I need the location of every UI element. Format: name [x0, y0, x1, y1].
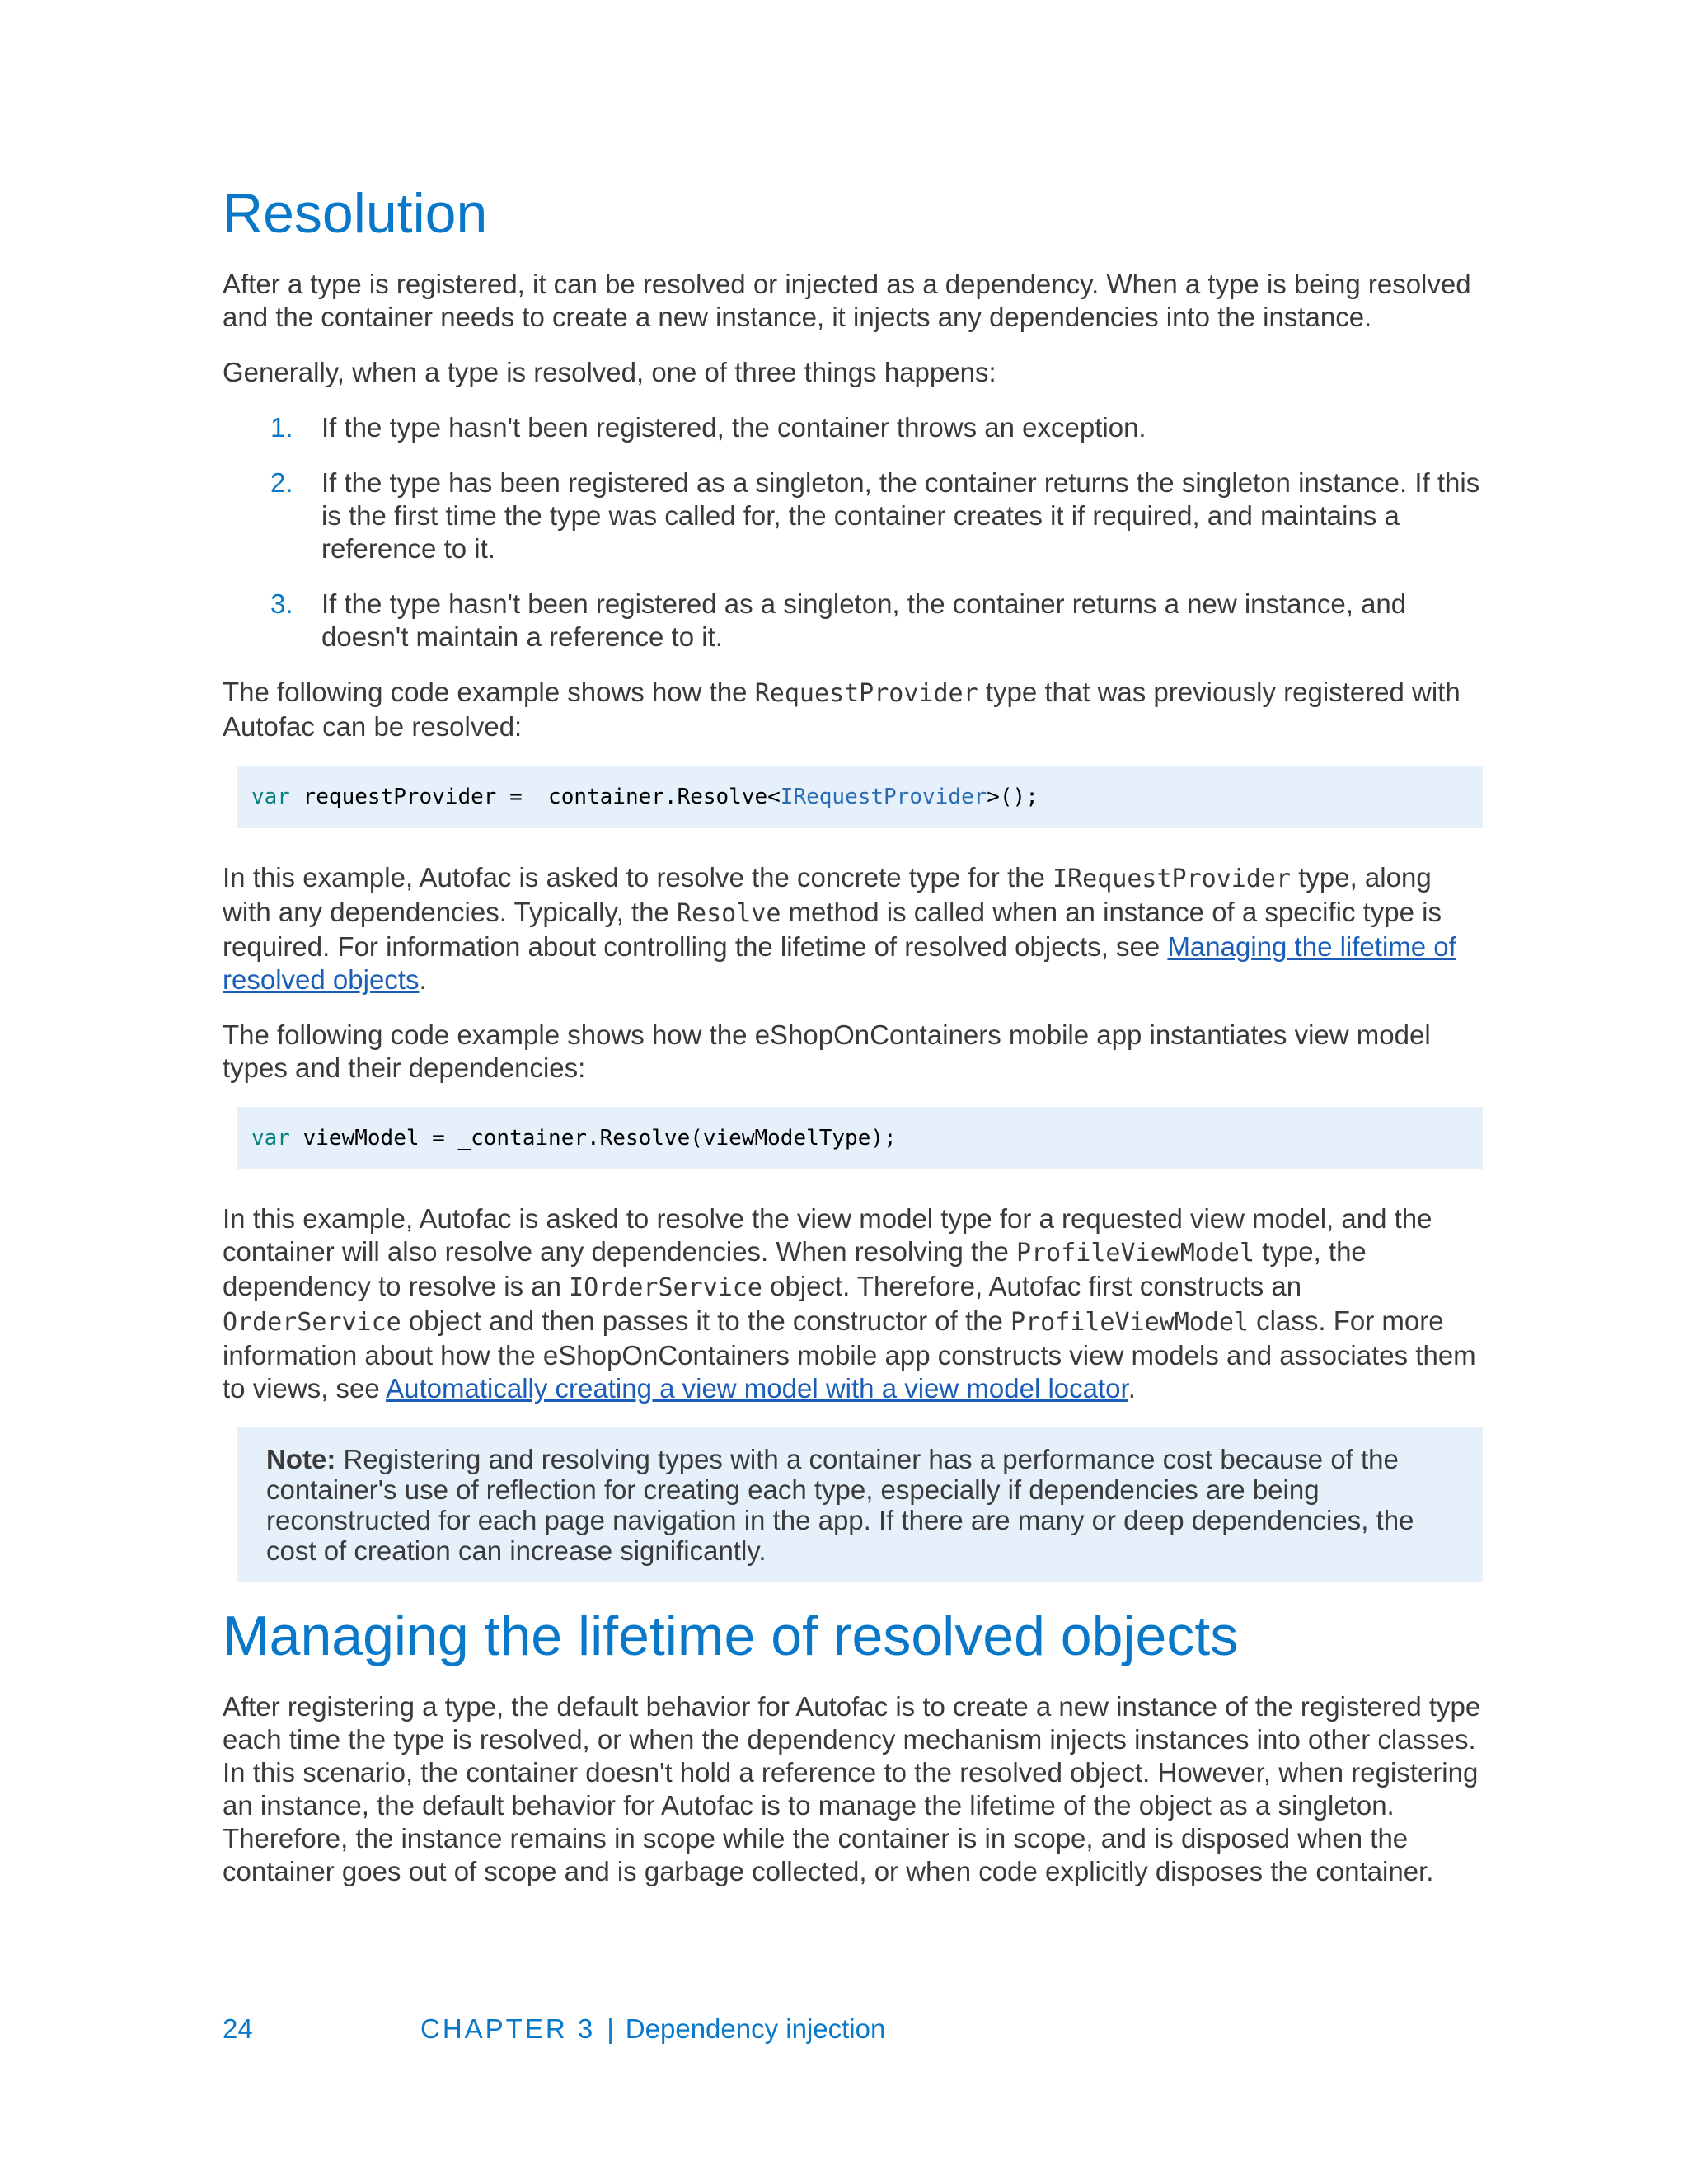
paragraph [223, 861, 1484, 996]
note-text: Registering and resolving types with a container has a performance cost because of the container's use of reflection for creating each type, especially if dependencies are being reconstructed for each page navigation in the app. If there are many or deep dependencies, the cost of creation can increase significantly. [266, 1443, 1414, 1566]
code-type: IRequestProvider [780, 784, 987, 809]
chapter-title: Dependency injection [625, 2013, 886, 2044]
list-number: 3. [270, 588, 293, 619]
section-heading-resolution: Resolution [223, 182, 488, 245]
section-heading-managing-lifetime: Managing the lifetime of resolved objects [223, 1604, 1239, 1667]
inline-code: IOrderService [569, 1272, 762, 1302]
chapter-label: CHAPTER 3 [420, 2013, 596, 2044]
list-item-text: If the type hasn't been registered as a singleton, the container returns a new instance, and doesn't maintain a reference to it. [321, 588, 1407, 652]
text-run: object and then passes it to the constructor of the [401, 1305, 1011, 1336]
text-run: type that was previously registered with Autofac can be resolved: [223, 676, 1461, 742]
note-callout [237, 1427, 1483, 1582]
paragraph [223, 676, 1484, 743]
list-item-text: If the type has been registered as a singleton, the container returns the singleton instance. If this is the first time the type was called for, the container creates it if required, and maintains a reference to it. [321, 466, 1480, 564]
inline-code: RequestProvider [754, 678, 978, 708]
inline-code: OrderService [223, 1307, 401, 1337]
note-label: Note: [266, 1443, 336, 1474]
inline-code: ProfileViewModel [1010, 1307, 1250, 1337]
inline-code: IRequestProvider [1053, 864, 1292, 893]
text-run: In this example, Autofac is asked to resolve the concrete type for the [223, 861, 1053, 893]
paragraph [223, 1202, 1484, 1405]
text-run: In this example, Autofac is asked to resolve the view model type for a requested view model, and the container will also resolve any dependencies. When resolving the [223, 1202, 1432, 1267]
link-managing-lifetime[interactable]: Managing the lifetime of resolved objects [223, 930, 1456, 995]
code-text: requestProvider = _container.Resolve< [289, 784, 781, 809]
inline-code: ProfileViewModel [1016, 1238, 1255, 1268]
paragraph: After a type is registered, it can be resolved or injected as a dependency. When a type is being resolved and the container needs to create a new instance, it injects any dependencies into the instance. [223, 268, 1471, 332]
page-footer [223, 2013, 885, 2045]
numbered-list [223, 411, 1484, 654]
text-run: The following code example shows how the [223, 676, 755, 707]
list-item [223, 588, 1484, 654]
text-run: class. For more information about how the eShopOnContainers mobile app constructs view models and associates them to views, see [223, 1305, 1476, 1404]
paragraph: Generally, when a type is resolved, one of three things happens: [223, 356, 996, 387]
inline-code: Resolve [676, 898, 781, 928]
page-number: 24 [223, 2013, 253, 2044]
footer-separator: | [607, 2013, 614, 2044]
text-run: method is called when an instance of a specific type is required. For information about controlling the lifetime of resolved objects, see [223, 896, 1442, 962]
paragraph: The following code example shows how the eShopOnContainers mobile app instantiates view model types and their dependencies: [223, 1019, 1431, 1083]
code-keyword: var [251, 784, 290, 809]
list-number: 1. [270, 411, 293, 443]
list-item [223, 466, 1484, 565]
text-run: . [1128, 1372, 1136, 1404]
code-block-resolve-request-provider [237, 766, 1483, 828]
code-text: viewModel = _container.Resolve(viewModelType); [289, 1125, 897, 1151]
code-keyword: var [251, 1125, 290, 1151]
text-run: type, the dependency to resolve is an [223, 1235, 1367, 1301]
list-item [223, 411, 1484, 444]
text-run: object. Therefore, Autofac first constructs an [762, 1270, 1302, 1301]
text-run: . [419, 963, 427, 995]
paragraph: After registering a type, the default behavior for Autofac is to create a new instance of the registered type each time the type is resolved, or when the dependency mechanism injects instances into other classes. In this scenario, the container doesn't hold a reference to the resolved object. However, when registering an instance, the default behavior for Autofac is to manage the lifetime of the object as a singleton. Therefore, the instance remains in scope while the container is in scope, and is disposed when the container goes out of scope and is garbage collected, or when code explicitly disposes the container. [223, 1690, 1481, 1886]
list-item-text: If the type hasn't been registered, the container throws an exception. [321, 411, 1146, 443]
code-block-resolve-view-model [237, 1107, 1483, 1169]
text-run: type, along with any dependencies. Typically, the [223, 861, 1432, 927]
page-content [223, 183, 1484, 1910]
list-number: 2. [270, 466, 293, 498]
code-text: >(); [987, 784, 1039, 809]
link-view-model-locator[interactable]: Automatically creating a view model with a view model locator [386, 1372, 1128, 1404]
